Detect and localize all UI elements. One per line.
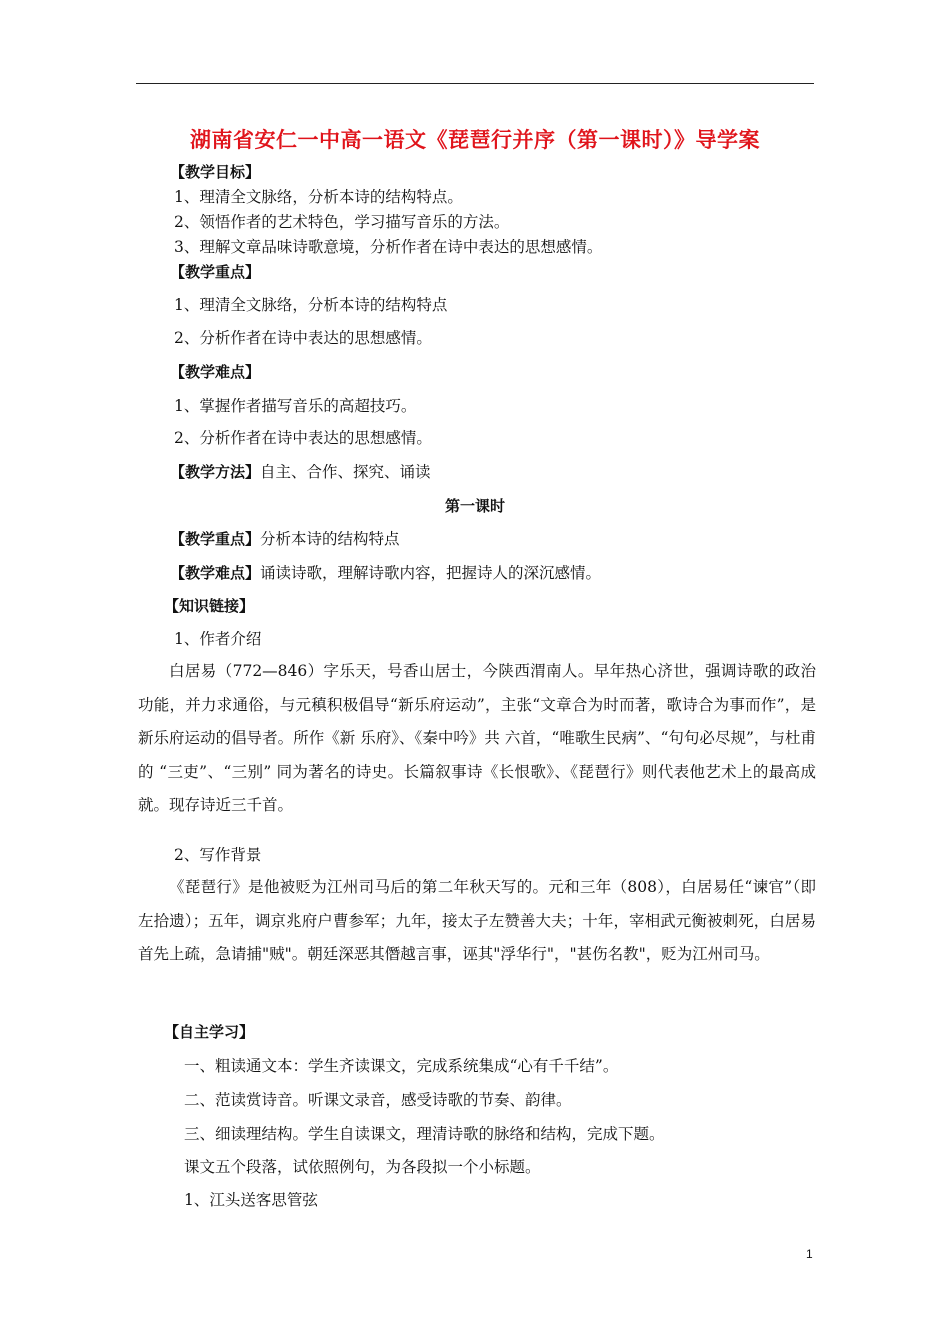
methods-heading: 【教学方法】 bbox=[170, 463, 261, 481]
self-study-item: 1、江头送客思管弦 bbox=[184, 1191, 318, 1209]
background-heading: 2、写作背景 bbox=[174, 846, 262, 864]
self-study-item: 三、细读理结构。学生自读课文，理清诗歌的脉络和结构，完成下题。 bbox=[184, 1125, 665, 1143]
lesson-key-heading: 【教学重点】 bbox=[170, 530, 261, 548]
methods-line bbox=[170, 462, 431, 482]
self-study-item: 一、粗读通文本：学生齐读课文，完成系统集成“心有千千结”。 bbox=[184, 1057, 619, 1075]
methods-text: 自主、合作、探究、诵读 bbox=[260, 463, 431, 481]
key-point-item: 2、分析作者在诗中表达的思想感情。 bbox=[174, 329, 432, 347]
self-study-item: 二、范读赏诗音。听课文录音，感受诗歌的节奏、韵律。 bbox=[184, 1091, 572, 1109]
page-title: 湖南省安仁一中高一语文《琵琶行并序（第一课时）》导学案 bbox=[190, 128, 760, 152]
header-rule bbox=[136, 83, 814, 84]
self-study-heading: 【自主学习】 bbox=[164, 1023, 255, 1041]
difficulty-item: 2、分析作者在诗中表达的思想感情。 bbox=[174, 429, 432, 447]
page-number: 1 bbox=[806, 1247, 813, 1261]
lesson-difficulty-text: 诵读诗歌，理解诗歌内容，把握诗人的深沉感情。 bbox=[260, 564, 602, 582]
lesson-key-line bbox=[170, 529, 400, 549]
key-points-heading: 【教学重点】 bbox=[170, 263, 261, 281]
author-paragraph: 白居易（772—846）字乐天，号香山居士，今陕西渭南人。早年热心济世，强调诗歌的政治功能，并力求通俗，与元稹积极倡导“新乐府运动”，主张“文章合为时而著，歌诗合为事而作”，是新乐府运动的倡导者。所作《新 乐府》、《秦中吟》共 六首，“唯歌生民病”、“句句必尽规”，与杜甫的 “三吏”、“三别” 同为著名的诗史。长篇叙事诗《长恨歌》、《琵琶行》则代表他艺术上的最高成就。现存诗近三千首。 bbox=[138, 662, 816, 815]
goal-item: 2、领悟作者的艺术特色，学习描写音乐的方法。 bbox=[174, 213, 510, 231]
knowledge-heading: 【知识链接】 bbox=[164, 597, 255, 615]
lesson-difficulty-heading: 【教学难点】 bbox=[170, 564, 261, 582]
difficulty-item: 1、掌握作者描写音乐的高超技巧。 bbox=[174, 397, 417, 415]
self-study-item: 课文五个段落，试依照例句，为各段拟一个小标题。 bbox=[184, 1158, 541, 1176]
background-paragraph: 《琵琶行》是他被贬为江州司马后的第二年秋天写的。元和三年（808），白居易任“谏官”（即左拾遗）；五年，调京兆府户曹参军；九年，接太子左赞善大夫；十年，宰相武元衡被刺死，白居易首先上疏，急请捕"贼"。朝廷深恶其僭越言事，诬其"浮华行"，"甚伤名教"，贬为江州司马。 bbox=[138, 878, 816, 964]
goals-heading: 【教学目标】 bbox=[170, 163, 261, 181]
author-heading: 1、作者介绍 bbox=[174, 630, 262, 648]
goal-item: 1、理清全文脉络，分析本诗的结构特点。 bbox=[174, 188, 463, 206]
key-point-item: 1、理清全文脉络，分析本诗的结构特点 bbox=[174, 296, 448, 314]
lesson-difficulty-line bbox=[170, 563, 601, 583]
difficulties-heading: 【教学难点】 bbox=[170, 363, 261, 381]
goal-item: 3、理解文章品味诗歌意境，分析作者在诗中表达的思想感情。 bbox=[174, 238, 603, 256]
lesson-key-text: 分析本诗的结构特点 bbox=[260, 530, 400, 548]
lesson-title: 第一课时 bbox=[444, 497, 505, 515]
